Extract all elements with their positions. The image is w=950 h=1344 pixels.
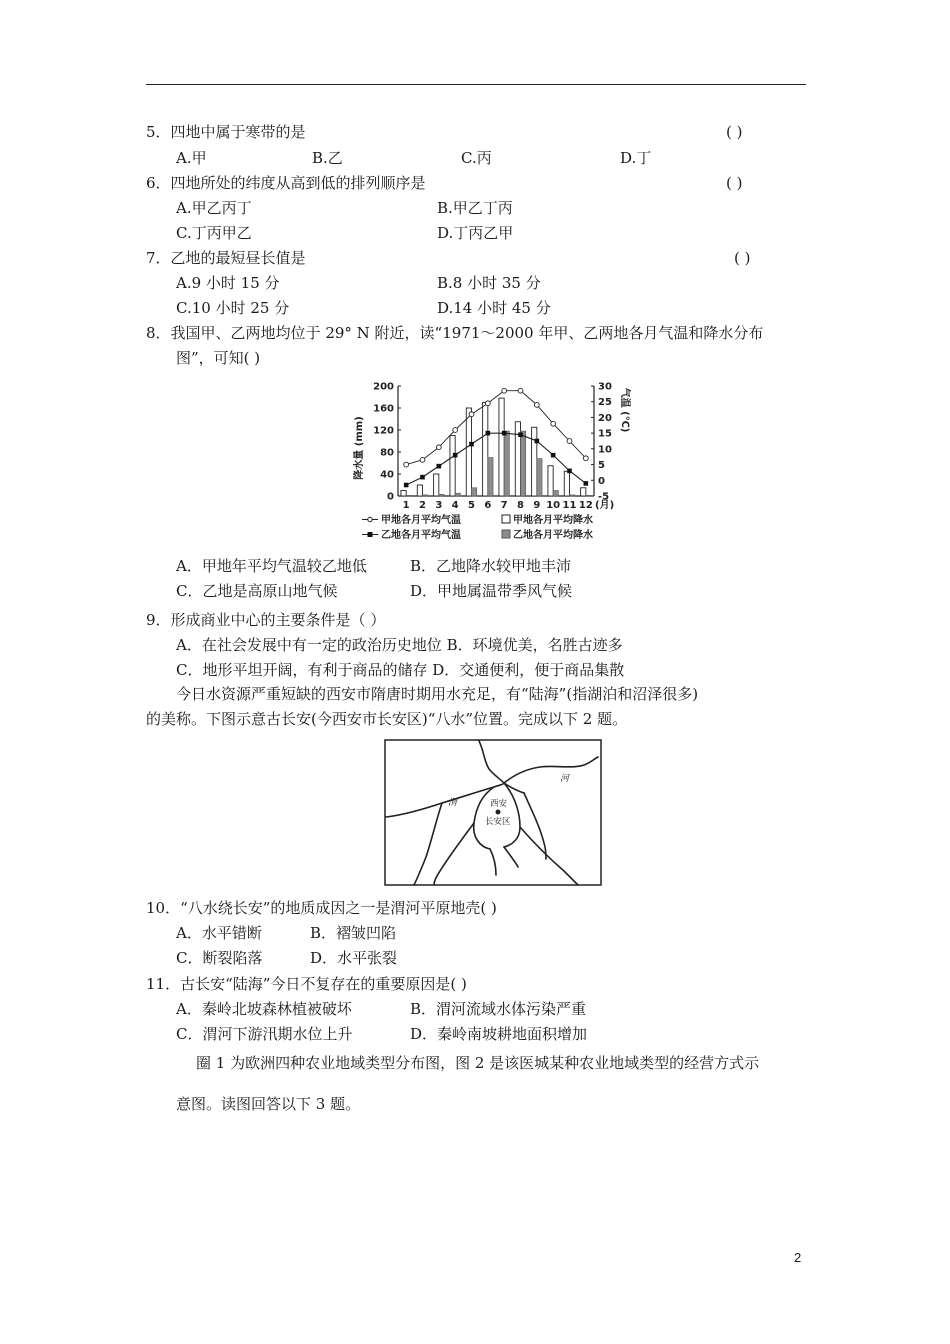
chart-bar-yi-precip (504, 431, 509, 496)
river-south-b (504, 847, 518, 867)
climate-chart (350, 376, 640, 548)
chart-right-tick-label: 10 (598, 444, 612, 456)
q5-answer-paren: ( ) (726, 123, 743, 141)
q5-option-a: A.甲 (176, 149, 207, 167)
chart-point-yi-temp (420, 475, 425, 480)
header-rule (146, 84, 806, 85)
q10-option-b: B．褶皱凹陷 (310, 924, 397, 942)
q11-option-c: C．渭河下游汛期水位上升 (176, 1025, 353, 1043)
chart-bar-yi-precip (553, 491, 558, 497)
eight-rivers-map (384, 739, 602, 886)
chart-bar-jia-precip (564, 471, 569, 496)
chart-right-tick-label: 25 (598, 397, 612, 409)
legend-label-jia-temp: 甲地各月平均气温 (381, 515, 461, 526)
q6-option-c: C.丁丙甲乙 (176, 224, 252, 242)
river-southeast (520, 827, 578, 885)
chart-bar-yi-precip (586, 495, 591, 496)
chart-right-tick-label: 0 (598, 475, 605, 487)
map-frame (385, 740, 601, 885)
chart-bar-yi-precip (521, 431, 526, 496)
q11-option-b: B．渭河流域水体污染严重 (410, 1000, 587, 1018)
q6-option-b: B.甲乙丁丙 (437, 199, 513, 217)
chart-x-tick-label: 6 (484, 500, 492, 511)
chart-right-tick-label: 30 (598, 381, 612, 393)
q11-option-a: A．秦岭北坡森林植被破坏 (176, 1000, 352, 1018)
chart-point-jia-temp (436, 445, 441, 450)
q7-option-a: A.9 小时 15 分 (176, 274, 280, 292)
chart-point-yi-temp (567, 469, 572, 474)
chart-bar-jia-precip (499, 398, 504, 496)
chart-bar-jia-precip (450, 436, 455, 497)
legend-label-yi-precip: 乙地各月平均降水 (513, 530, 593, 541)
xian-marker (496, 810, 501, 815)
legend-marker-yi-temp (368, 532, 373, 537)
chart-line-jia-temp (406, 391, 586, 465)
chart-bar-jia-precip (434, 474, 439, 496)
q9-options-cd: C．地形平坦开阔，有利于商品的储存 D．交通便利，便于商品集散 (176, 661, 625, 679)
chart-right-tick-label: 20 (598, 412, 612, 424)
q5-option-d: D.丁 (620, 149, 652, 167)
q11-stem: 11．古长安“陆海”今日不复存在的重要原因是( ) (146, 975, 467, 993)
chart-point-yi-temp (584, 481, 589, 486)
chart-point-yi-temp (469, 442, 474, 447)
chart-x-tick-label: 12 (578, 500, 593, 511)
q7-stem: 7．乙地的最短昼长值是 (146, 249, 306, 267)
chart-left-tick-label: 0 (387, 491, 394, 503)
river-north (479, 741, 504, 783)
q8-stem-line1: 8．我国甲、乙两地均位于 29° N 附近，读“1971～2000 年甲、乙两地各月气温和降水分布 (146, 324, 764, 342)
chart-point-yi-temp (437, 464, 442, 469)
q10-option-a: A．水平错断 (176, 924, 262, 942)
chart-point-jia-temp (551, 421, 556, 426)
legend-swatch-jia-precip (502, 515, 510, 523)
legend-label-jia-precip: 甲地各月平均降水 (513, 515, 593, 526)
chart-bar-yi-precip (570, 495, 575, 496)
chart-x-unit: (月) (595, 500, 615, 511)
q6-answer-paren: ( ) (726, 174, 743, 192)
chart-point-jia-temp (567, 439, 572, 444)
chart-x-tick-label: 2 (419, 500, 426, 511)
river-northeast (504, 757, 598, 783)
map-label-wei: 渭 (448, 798, 458, 808)
chart-bar-yi-precip (439, 494, 444, 496)
chart-x-tick-label: 1 (402, 500, 410, 511)
chart-point-jia-temp (404, 462, 409, 467)
chart-point-jia-temp (485, 401, 490, 406)
q8-option-b: B．乙地降水较甲地丰沛 (410, 557, 572, 575)
chart-x-tick-label: 8 (517, 500, 524, 511)
chart-ylabel-left: 降水量 (mm) (354, 416, 365, 480)
q7-answer-paren: ( ) (734, 249, 751, 267)
q5-stem: 5．四地中属于寒带的是 (146, 123, 306, 141)
chart-point-yi-temp (404, 483, 409, 488)
chart-bar-jia-precip (401, 491, 406, 497)
chart-bar-yi-precip (472, 488, 477, 496)
chart-point-jia-temp (583, 456, 588, 461)
chart-bar-yi-precip (455, 493, 460, 496)
q7-option-c: C.10 小时 25 分 (176, 299, 290, 317)
chart-point-yi-temp (486, 431, 491, 436)
q10-option-d: D．水平张裂 (310, 949, 398, 967)
river-ring-right (504, 783, 520, 847)
chart-x-tick-label: 4 (451, 500, 459, 511)
chart-left-tick-label: 40 (380, 469, 394, 481)
q10-option-c: C．断裂陷落 (176, 949, 263, 967)
map-label-changan: 长安区 (485, 817, 511, 827)
chart-left-tick-label: 200 (373, 381, 394, 393)
passage2-line2: 意图。读图回答以下 3 题。 (176, 1095, 361, 1113)
page-number: 2 (794, 1250, 802, 1265)
q6-stem: 6．四地所处的纬度从高到低的排列顺序是 (146, 174, 426, 192)
chart-bar-jia-precip (466, 408, 471, 496)
chart-ylabel-right: 气温 (℃) (619, 387, 630, 433)
chart-right-tick-label: -5 (598, 491, 610, 503)
passage1-line2: 的美称。下图示意古长安(今西安市长安区)“八水”位置。完成以下 2 题。 (146, 710, 628, 728)
q10-stem: 10．“八水绕长安”的地质成因之一是渭河平原地壳( ) (146, 899, 497, 917)
chart-bar-jia-precip (581, 488, 586, 496)
chart-bar-yi-precip (537, 459, 542, 496)
q8-stem-line2: 图”，可知( ) (176, 349, 261, 367)
passage1-line1: 今日水资源严重短缺的西安市隋唐时期用水充足，有“陆海”(指湖泊和沼泽很多) (176, 685, 699, 703)
q8-option-c: C．乙地是高原山地气候 (176, 582, 338, 600)
chart-right-tick-label: 5 (598, 460, 605, 472)
chart-point-jia-temp (502, 388, 507, 393)
legend-swatch-yi-precip (502, 530, 510, 538)
chart-point-jia-temp (534, 402, 539, 407)
chart-line-yi-temp (406, 433, 586, 485)
q5-option-b: B.乙 (312, 149, 343, 167)
chart-bar-yi-precip (406, 495, 411, 496)
q11-option-d: D．秦岭南坡耕地面积增加 (410, 1025, 588, 1043)
chart-point-yi-temp (453, 453, 458, 458)
chart-bar-yi-precip (423, 495, 428, 496)
q8-option-a: A．甲地年平均气温较乙地低 (176, 557, 367, 575)
q6-option-a: A.甲乙丙丁 (176, 199, 252, 217)
chart-bar-jia-precip (532, 427, 537, 496)
chart-x-tick-label: 7 (500, 500, 508, 511)
chart-x-tick-label: 9 (533, 500, 541, 511)
chart-point-jia-temp (518, 388, 523, 393)
chart-point-yi-temp (502, 431, 507, 436)
q6-option-d: D.丁丙乙甲 (437, 224, 514, 242)
chart-x-tick-label: 3 (435, 500, 443, 511)
chart-point-yi-temp (518, 432, 523, 437)
chart-bar-jia-precip (483, 403, 488, 497)
q9-stem: 9．形成商业中心的主要条件是（ ） (146, 611, 386, 629)
chart-bar-jia-precip (548, 466, 553, 496)
chart-point-yi-temp (551, 453, 556, 458)
map-label-he: 河 (560, 774, 570, 784)
chart-point-jia-temp (453, 428, 458, 433)
river-southwest-b (414, 803, 442, 885)
q5-option-c: C.丙 (461, 149, 492, 167)
q7-option-d: D.14 小时 45 分 (437, 299, 551, 317)
river-wei-west (386, 783, 504, 817)
q8-option-d: D．甲地属温带季风气候 (410, 582, 573, 600)
chart-x-tick-label: 10 (546, 500, 561, 511)
chart-left-tick-label: 160 (373, 403, 394, 415)
passage2-line1: 圈 1 为欧洲四种农业地域类型分布图，图 2 是该医城某种农业地域类型的经营方式示 (196, 1054, 760, 1072)
chart-right-tick-label: 15 (598, 428, 612, 440)
chart-point-jia-temp (420, 457, 425, 462)
chart-left-tick-label: 80 (380, 447, 394, 459)
river-south-a (490, 849, 496, 875)
chart-point-jia-temp (469, 412, 474, 417)
chart-point-yi-temp (535, 439, 540, 444)
chart-x-tick-label: 11 (562, 500, 577, 511)
river-southwest-a (434, 823, 474, 885)
chart-x-tick-label: 5 (468, 500, 475, 511)
chart-bar-jia-precip (417, 485, 422, 496)
legend-label-yi-temp: 乙地各月平均气温 (381, 530, 461, 541)
chart-left-tick-label: 120 (373, 425, 394, 437)
q7-option-b: B.8 小时 35 分 (437, 274, 541, 292)
chart-bar-yi-precip (488, 458, 493, 497)
map-label-xian: 西安 (490, 799, 508, 809)
q9-options-ab: A．在社会发展中有一定的政治历史地位 B．环境优美，名胜古迹多 (176, 636, 623, 654)
river-east (524, 793, 546, 859)
legend-marker-jia-temp (368, 517, 372, 521)
